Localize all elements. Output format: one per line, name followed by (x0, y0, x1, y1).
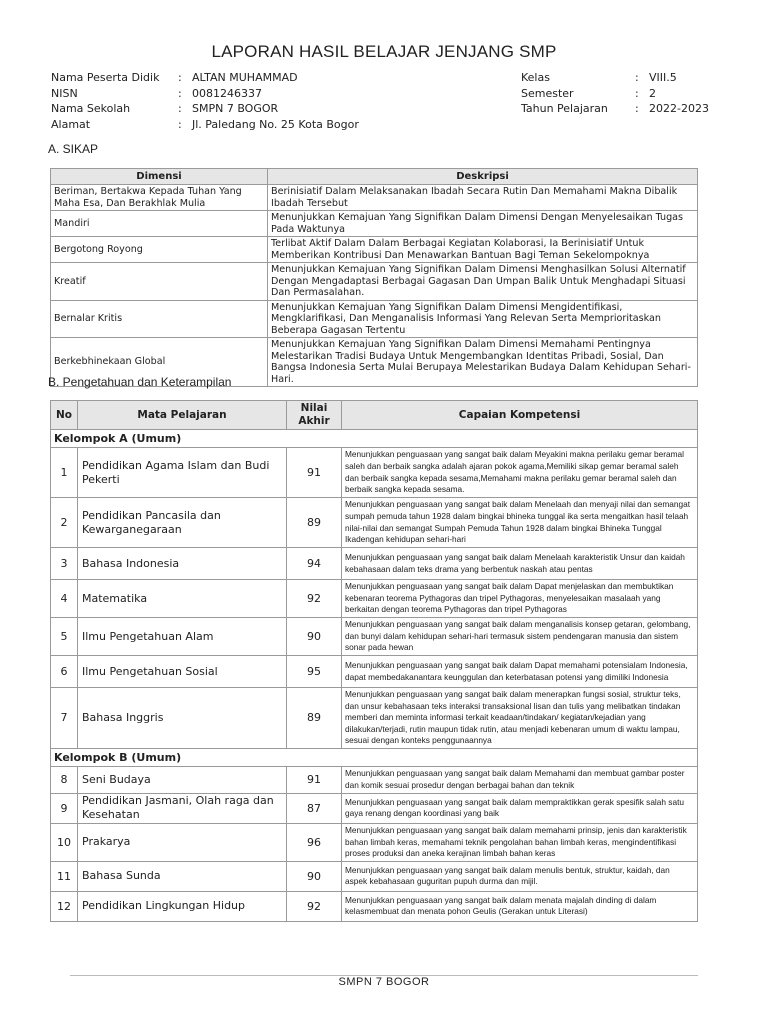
grades-table (50, 400, 698, 922)
subject-name: Pendidikan Lingkungan Hidup (78, 891, 287, 921)
section-sikap-heading: A. SIKAP (48, 142, 99, 156)
subject-number: 12 (51, 891, 78, 921)
final-score: 91 (287, 766, 342, 793)
table-row (51, 548, 698, 580)
table-row (51, 618, 698, 656)
competency-description: Menunjukkan penguasaan yang sangat baik dalam memahami prinsip, jenis dan karakteristik bahan limbah keras, memahami teknik pengolahan bahan limbah keras, mengindentifikasi proses produksi dan aneka kerajinan limbah bahan keras (342, 823, 698, 861)
subject-name: Bahasa Indonesia (78, 548, 287, 580)
student-info-left (51, 70, 359, 132)
subject-number: 4 (51, 580, 78, 618)
table-row (51, 656, 698, 688)
final-score: 95 (287, 656, 342, 688)
subject-number: 1 (51, 448, 78, 498)
table-row (51, 300, 698, 338)
name-label: Nama Peserta Didik (51, 71, 160, 84)
table-row (51, 263, 698, 301)
subject-name: Matematika (78, 580, 287, 618)
competency-description: Menunjukkan penguasaan yang sangat baik dalam Menelaah karakteristik Unsur dan kaidah kebahasaan dalam teks drama yang berbentuk naskah atau pentas (342, 548, 698, 580)
subject-name: Prakarya (78, 823, 287, 861)
competency-description: Menunjukkan penguasaan yang sangat baik dalam menerapkan fungsi sosial, struktur teks, dan unsur kebahasaan teks interaksi transaksional lisan dan tulis yang melibatkan tindakan memberi dan meminta informasi terkait keadaan/tindakan/ kegiatan/kejadian yang dilakukan/terjadi, rutin maupun tidak rutin, atau menjadi kebenaran umum di waktu lampau, sesuai dengan konteks penggunaannya (342, 688, 698, 749)
dimensi-cell: Beriman, Bertakwa Kepada Tuhan Yang Maha Esa, Dan Berakhlak Mulia (51, 185, 268, 211)
column-header-mapel: Mata Pelajaran (78, 401, 287, 430)
table-row (51, 185, 698, 211)
subject-number: 11 (51, 861, 78, 891)
dimensi-cell: Mandiri (51, 211, 268, 237)
competency-description: Menunjukkan penguasaan yang sangat baik dalam Memahami dan membuat gambar poster dan komik sesuai prosedur dengan berbagai bahan dan teknik (342, 766, 698, 793)
table-row (51, 211, 698, 237)
final-score: 89 (287, 498, 342, 548)
column-header-nilai: Nilai Akhir (287, 401, 342, 430)
final-score: 91 (287, 448, 342, 498)
subject-number: 3 (51, 548, 78, 580)
footer-school: SMPN 7 BOGOR (338, 976, 430, 988)
semester-value: 2 (649, 86, 656, 100)
column-header-capaian: Capaian Kompetensi (342, 401, 698, 430)
column-header-dimensi: Dimensi (51, 169, 268, 185)
deskripsi-cell: Menunjukkan Kemajuan Yang Signifikan Dalam Dimensi Mengidentifikasi, Mengklarifikasi, Dan Menganalisis Informasi Yang Relevan Serta Memprioritaskan Beberapa Gagasan Tertentu (268, 300, 698, 338)
report-title: LAPORAN HASIL BELAJAR JENJANG SMP (211, 42, 557, 61)
competency-description: Menunjukkan penguasaan yang sangat baik dalam menata majalah dinding di dalam kelasmembuat dan menata pohon Geulis (Gerakan untuk Literasi) (342, 891, 698, 921)
year-value: 2022-2023 (649, 102, 709, 115)
separator: : (178, 117, 182, 131)
competency-description: Menunjukkan penguasaan yang sangat baik dalam menganalisis konsep getaran, gelombang, dan bunyi dalam kehidupan sehari-hari termasuk sistem pendengaran manusia dan sistem sonar pada hewan (342, 618, 698, 656)
sikap-table (50, 168, 698, 387)
subject-name: Pendidikan Jasmani, Olah raga dan Kesehatan (78, 793, 287, 823)
final-score: 90 (287, 861, 342, 891)
competency-description: Menunjukkan penguasaan yang sangat baik dalam menulis bentuk, struktur, kaidah, dan aspek kebahasaan guguritan pupuh durma dan mijil. (342, 861, 698, 891)
table-row (51, 891, 698, 921)
subject-number: 8 (51, 766, 78, 793)
table-row (51, 766, 698, 793)
final-score: 89 (287, 688, 342, 749)
final-score: 87 (287, 793, 342, 823)
deskripsi-cell: Menunjukkan Kemajuan Yang Signifikan Dalam Dimensi Menghasilkan Solusi Alternatif Dengan Mengadaptasi Berbagai Gagasan Dan Umpan Balik Untuk Menghadapi Situasi Dan Permasalahan. (268, 263, 698, 301)
dimensi-cell: Berkebhinekaan Global (51, 338, 268, 387)
final-score: 92 (287, 891, 342, 921)
column-header-deskripsi: Deskripsi (268, 169, 698, 185)
subject-number: 5 (51, 618, 78, 656)
table-row (51, 448, 698, 498)
competency-description: Menunjukkan penguasaan yang sangat baik dalam Dapat memahami potensialam Indonesia, dapat membedakanantara keunggulan dan keterbatasan potensi yang dimiliki Indonesia (342, 656, 698, 688)
table-row (51, 237, 698, 263)
deskripsi-cell: Menunjukkan Kemajuan Yang Signifikan Dalam Dimensi Memahami Pentingnya Melestarikan Tradisi Budaya Untuk Mengembangkan Identitas Pribadi, Sosial, Dan Bangsa Indonesia Serta Mulai Berupaya Melestarikan Budaya Dalam Kehidupan Sehari-Hari. (268, 338, 698, 387)
section-pk-heading: B. Pengetahuan dan Keterampilan (48, 375, 232, 389)
class-label: Kelas (521, 71, 550, 84)
separator: : (635, 71, 639, 84)
school-name: SMPN 7 BOGOR (192, 102, 279, 115)
table-row (51, 823, 698, 861)
competency-description: Menunjukkan penguasaan yang sangat baik dalam mempraktikkan gerak spesifik salah satu gaya renang dengan koordinasi yang baik (342, 793, 698, 823)
deskripsi-cell: Terlibat Aktif Dalam Dalam Berbagai Kegiatan Kolaborasi, Ia Berinisiatif Untuk Memberikan Kontribusi Dan Menawarkan Bantuan Bagi Teman Sekelompoknya (268, 237, 698, 263)
subject-name: Bahasa Inggris (78, 688, 287, 749)
dimensi-cell: Bergotong Royong (51, 237, 268, 263)
separator: : (178, 71, 182, 84)
deskripsi-cell: Berinisiatif Dalam Melaksanakan Ibadah Secara Rutin Dan Memahami Makna Dibalik Ibadah Tersebut (268, 185, 698, 211)
table-row (51, 793, 698, 823)
final-score: 96 (287, 823, 342, 861)
subject-number: 2 (51, 498, 78, 548)
year-label: Tahun Pelajaran (521, 102, 608, 115)
competency-description: Menunjukkan penguasaan yang sangat baik dalam Dapat menjelaskan dan membuktikan kebenaran teorema Pythagoras dan tripel Pythagoras, menyelesaikan masalaah yang berkaitan dengan teorema Pythagoras dan tripel Pythagoras (342, 580, 698, 618)
nisn-label: NISN (51, 86, 78, 100)
subject-name: Ilmu Pengetahuan Alam (78, 618, 287, 656)
school-address: Jl. Paledang No. 25 Kota Bogor (192, 117, 359, 131)
student-name: ALTAN MUHAMMAD (192, 71, 298, 84)
table-row (51, 498, 698, 548)
final-score: 90 (287, 618, 342, 656)
competency-description: Menunjukkan penguasaan yang sangat baik dalam Meyakini makna perilaku gemar beramal saleh dan berbaik sangka adalah ajaran pokok agama,Memiliki sikap gemar beramal saleh dan berbaik sangka kepada sesama,Memahami makna perilaku gemar beramal saleh dan berbaik sangka kepada sesama. (342, 448, 698, 498)
subject-name: Bahasa Sunda (78, 861, 287, 891)
subject-name: Pendidikan Agama Islam dan Budi Pekerti (78, 448, 287, 498)
deskripsi-cell: Menunjukkan Kemajuan Yang Signifikan Dalam Dimensi Dengan Menyelesaikan Tugas Pada Waktunya (268, 211, 698, 237)
subject-number: 7 (51, 688, 78, 749)
table-header-row (51, 401, 698, 430)
dimensi-cell: Bernalar Kritis (51, 300, 268, 338)
table-header-row (51, 169, 698, 185)
final-score: 94 (287, 548, 342, 580)
final-score: 92 (287, 580, 342, 618)
table-row (51, 688, 698, 749)
subject-number: 9 (51, 793, 78, 823)
column-header-no: No (51, 401, 78, 430)
table-row (51, 861, 698, 891)
separator: : (635, 86, 639, 100)
group-label: Kelompok A (Umum) (51, 430, 698, 448)
sikap-table-body (51, 185, 698, 387)
school-label: Nama Sekolah (51, 102, 131, 115)
grades-table-body (51, 430, 698, 922)
student-info-right (521, 70, 709, 117)
table-row (51, 580, 698, 618)
student-nisn: 0081246337 (192, 86, 262, 100)
separator: : (178, 102, 182, 115)
subject-name: Seni Budaya (78, 766, 287, 793)
class-value: VIII.5 (649, 71, 677, 84)
address-label: Alamat (51, 117, 91, 131)
group-row (51, 748, 698, 766)
subject-name: Pendidikan Pancasila dan Kewarganegaraan (78, 498, 287, 548)
separator: : (178, 86, 182, 100)
separator: : (635, 102, 639, 115)
competency-description: Menunjukkan penguasaan yang sangat baik dalam Menelaah dan menyaji nilai dan semangat sumpah pemuda tahun 1928 dalam bingkai bhineka tunggal ika serta mengaitkan hasil telaah nilai-nilai dan semangat Sumpah Pemuda Tahun 1928 dalam bingkai Bhineka Tunggal Ikadengan kehidupan sehari-hari (342, 498, 698, 548)
group-row (51, 430, 698, 448)
subject-name: Ilmu Pengetahuan Sosial (78, 656, 287, 688)
subject-number: 10 (51, 823, 78, 861)
semester-label: Semester (521, 86, 574, 100)
group-label: Kelompok B (Umum) (51, 748, 698, 766)
dimensi-cell: Kreatif (51, 263, 268, 301)
subject-number: 6 (51, 656, 78, 688)
